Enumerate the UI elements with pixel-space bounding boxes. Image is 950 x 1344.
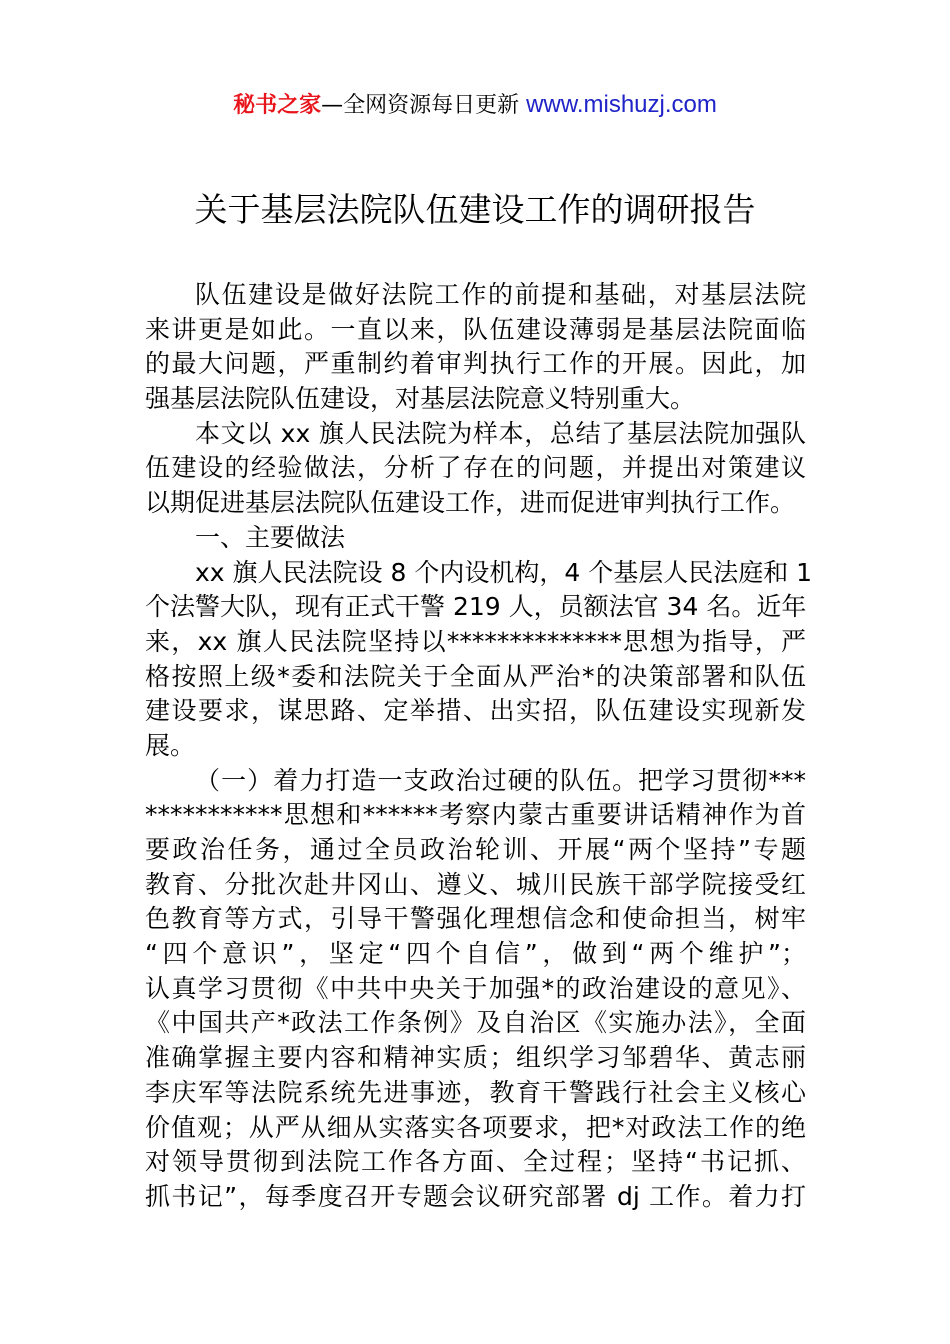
document-title: 关于基层法院队伍建设工作的调研报告 [194,190,756,229]
text-line: 队伍建设是做好法院工作的前提和基础，对基层法院 [195,280,806,309]
text-line: 对领导贯彻到法院工作各方面、全过程；坚持“书记抓、 [145,1147,806,1177]
text-line: xx 旗人民法院设 8 个内设机构，4 个基层人民法庭和 1 [195,557,813,587]
paragraph [145,764,806,1215]
text-line: 以期促进基层法院队伍建设工作，进而促进审判执行工作。 [145,488,796,518]
text-line: ***********思想和******考察内蒙古重要讲话精神作为首 [145,800,806,830]
text-line: 抓书记”，每季度召开专题会议研究部署 dj 工作。着力打 [145,1181,806,1211]
paragraph [145,556,813,764]
site-slogan: —全网资源每日更新 [321,93,527,118]
text-line: 展。 [145,730,196,760]
text-line: 伍建设的经验做法，分析了存在的问题，并提出对策建议 [145,453,806,483]
text-line: 价值观；从严从细从实落实各项要求，把*对政法工作的绝 [145,1112,806,1142]
text-line: 个法警大队，现有正式干警 219 人，员额法官 34 名。近年 [145,592,807,622]
text-line: 的最大问题，严重制约着审判执行工作的开展。因此，加 [145,349,806,379]
text-line: （一）着力打造一支政治过硬的队伍。把学习贯彻*** [195,765,806,795]
paragraph [145,521,806,556]
text-line: “四个意识”，坚定“四个自信”，做到“两个维护”； [145,939,806,969]
text-line: 色教育等方式，引导干警强化理想信念和使命担当，树牢 [145,904,806,934]
text-line: 一、主要做法 [195,522,346,552]
paragraph [145,417,806,521]
text-line: 本文以 xx 旗人民法院为样本，总结了基层法院加强队 [195,418,806,448]
site-brand: 秘书之家 [233,93,322,118]
text-line: 强基层法院队伍建设，对基层法院意义特别重大。 [145,384,696,414]
text-line: 《中国共产*政法工作条例》及自治区《实施办法》，全面 [145,1008,806,1038]
document-body [145,278,813,1215]
site-header [0,88,950,123]
text-line: 李庆军等法院系统先进事迹，教育干警践行社会主义核心 [145,1077,806,1107]
paragraph [145,278,806,417]
text-line: 要政治任务，通过全员政治轮训、开展“两个坚持”专题 [145,835,806,864]
text-line: 建设要求，谋思路、定举措、出实招，队伍建设实现新发 [145,696,806,726]
text-line: 认真学习贯彻《中共中央关于加强*的政治建设的意见》、 [145,973,806,1003]
site-url-link[interactable]: www.mishuzj.com [526,91,717,118]
text-line: 教育、分批次赴井冈山、遵义、城川民族干部学院接受红 [145,869,806,899]
text-line: 来，xx 旗人民法院坚持以**************思想为指导，严 [145,626,806,656]
text-line: 格按照上级*委和法院关于全面从严治*的决策部署和队伍 [145,661,806,691]
text-line: 来讲更是如此。一直以来，队伍建设薄弱是基层法院面临 [145,314,806,344]
text-line: 准确掌握主要内容和精神实质；组织学习邹碧华、黄志丽 [145,1043,806,1073]
